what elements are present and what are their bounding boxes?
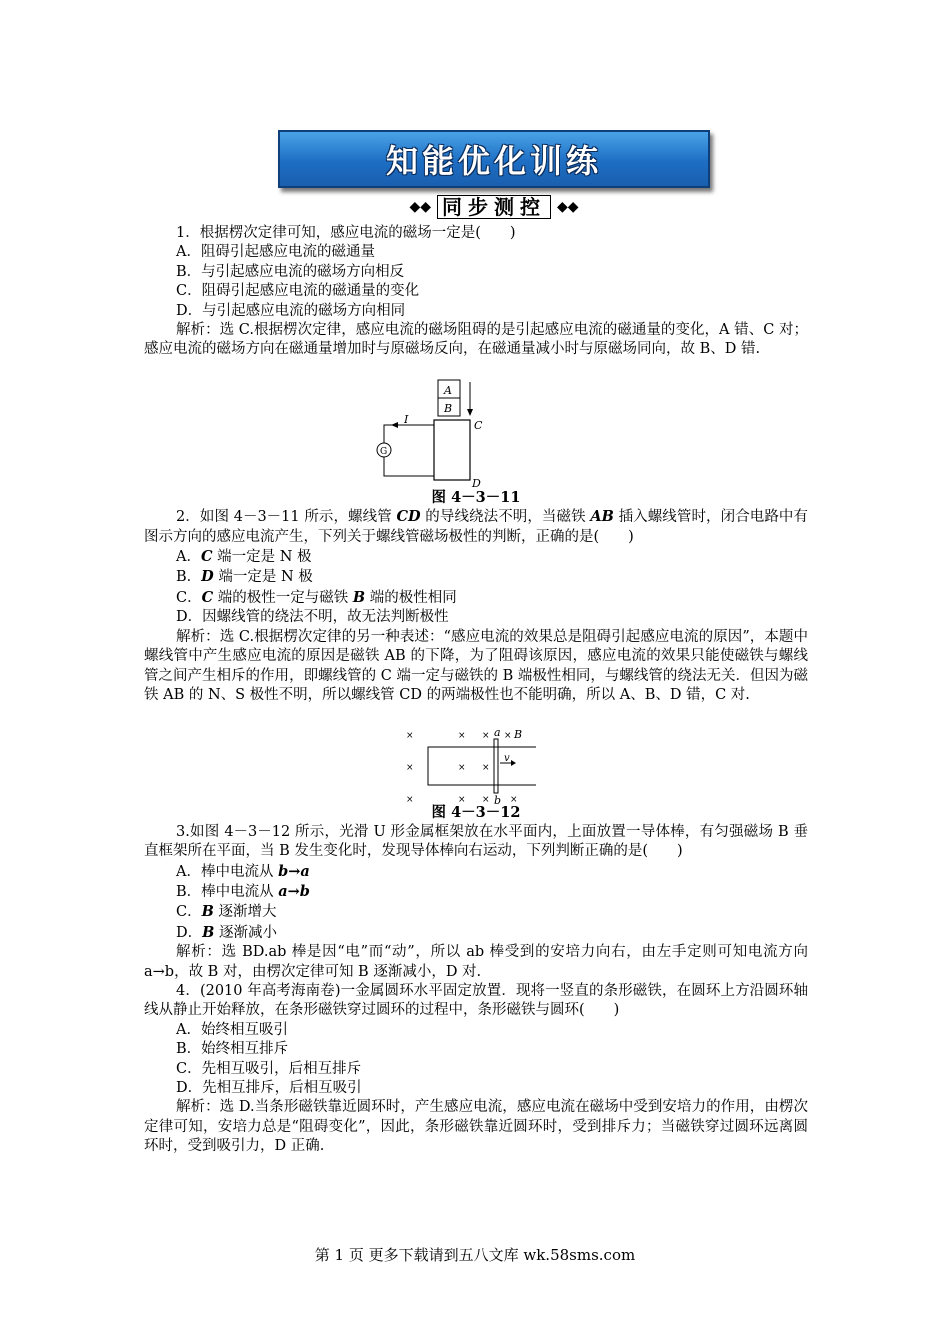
q4-stem: 4．(2010 年高考海南卷)一金属圆环水平固定放置．现将一竖直的条形磁铁，在圆环上方沿圆环轴线从静止开始释放，在条形磁铁穿过圆环的过程中，条形磁铁与圆环( ) <box>144 982 808 1019</box>
label-a: A <box>444 383 452 397</box>
q3-option-b <box>144 882 808 902</box>
opt-var: B <box>202 923 215 941</box>
q4-option-c: C．先相互吸引，后相互排斥 <box>176 1060 362 1077</box>
cross-mark: × <box>406 795 414 806</box>
q1-option-b: B．与引起感应电流的磁场方向相反 <box>176 263 405 280</box>
fig1-caption: 图 4－3－11 <box>431 488 521 506</box>
opt-text: 端的极性一定与磁铁 <box>213 589 353 606</box>
question-list <box>144 224 808 1157</box>
title-banner <box>278 130 710 188</box>
diamond-right-icon: ◆◆ <box>557 199 579 215</box>
opt-var: B <box>352 588 366 606</box>
q2-var-ab: AB <box>590 508 614 526</box>
opt-var: C <box>201 588 214 606</box>
opt-prefix: C． <box>176 904 202 921</box>
label-c: C <box>474 418 483 432</box>
q2-option-c <box>144 588 808 608</box>
fig2-caption: 图 4－3－12 <box>431 804 521 822</box>
banner-title: 知能优化训练 <box>385 142 602 180</box>
opt-prefix: C． <box>176 589 202 606</box>
q1-stem: 1．根据楞次定律可知，感应电流的磁场一定是( ) <box>176 225 516 241</box>
label-b: b <box>494 794 502 808</box>
opt-prefix: B．棒中电流从 <box>176 883 279 900</box>
opt-prefix: D． <box>176 924 203 941</box>
q2-stem <box>144 507 808 547</box>
opt-prefix: A．棒中电流从 <box>176 863 279 880</box>
q4-analysis: 解析：选 D.当条形磁铁靠近圆环时，产生感应电流，感应电流在磁场中受到安培力的作用，由楞次定律可知，安培力总是“阻碍变化”，因此，条形磁铁靠近圆环时，受到排斥力；当磁铁穿过圆环远离圆环时，受到吸引力，D 正确. <box>144 1099 808 1155</box>
q2-option-b <box>144 567 808 587</box>
page-footer: 第 1 页 更多下载请到五八文库 wk.58sms.com <box>314 1246 636 1264</box>
q4-option-b: B．始终相互排斥 <box>176 1041 289 1058</box>
galvanometer-icon: G <box>380 446 388 457</box>
opt-var: a→b <box>278 882 310 900</box>
opt-var: D <box>201 568 214 586</box>
opt-var: B <box>201 903 214 921</box>
q1-option-a: A．阻碍引起感应电流的磁通量 <box>176 244 375 261</box>
q4-option-d: D．先相互排斥，后相互吸引 <box>176 1080 362 1096</box>
label-a: a <box>494 726 501 740</box>
cross-mark: × <box>458 763 466 774</box>
cross-mark: × <box>504 731 512 742</box>
opt-text: 逐渐增大 <box>213 904 277 921</box>
q2-var-cd: CD <box>396 508 421 526</box>
cross-mark: × <box>482 763 490 774</box>
opt-text: 端一定是 N 极 <box>212 549 312 566</box>
q3-stem: 3.如图 4－3－12 所示，光滑 U 形金属框架放在水平面内，上面放置一导体棒，有匀强磁场 B 垂直框架所在平面，当 B 发生变化时，发现导体棒向右运动，下列判断正确的是( ) <box>144 823 808 860</box>
section-heading <box>394 195 594 219</box>
cross-mark: × <box>406 731 414 742</box>
opt-text: 端的极性相同 <box>365 589 457 606</box>
q2-stem-part: 插入螺线管时，闭合电路中有图示方向的感应电流产生，下列关于螺线管磁场极性的判断，正确的是( ) <box>144 509 809 545</box>
q2-analysis: 解析：选 C.根据楞次定律的另一种表述：“感应电流的效果总是阻碍引起感应电流的原因”，本题中螺线管中产生感应电流的原因是磁铁 AB 的下降，为了阻碍该原因，感应电流的效果只能使磁铁与螺线管之间产生相斥的作用，即螺线管的 C 端一定与磁铁的 B 端极性相同，与螺线管的绕法无关．但因为磁铁 AB 的 N、S 极性不明，所以螺线管 CD 的两端极性也不能明确，所以 A、B、D 错，C 对. <box>144 628 808 703</box>
q3-option-a <box>144 862 808 882</box>
diamond-left-icon: ◆◆ <box>409 199 431 215</box>
opt-prefix: A． <box>176 549 201 566</box>
q3-option-d <box>144 923 808 943</box>
label-velocity: v <box>504 753 510 765</box>
label-field: B <box>514 728 523 742</box>
section-title: 同步测控 <box>437 195 551 219</box>
q2-option-d: D．因螺线管的绕法不明，故无法判断极性 <box>176 609 449 626</box>
q2-stem-part: 2．如图 4－3－11 所示，螺线管 <box>176 509 397 526</box>
q2-option-a <box>144 547 808 567</box>
opt-prefix: B． <box>176 569 202 586</box>
cross-mark: × <box>482 731 490 742</box>
q1-analysis: 解析：选 C.根据楞次定律，感应电流的磁场阻碍的是引起感应电流的磁通量的变化，A 错、C 对；感应电流的磁场方向在磁通量增加时与原磁场反向，在磁通量减小时与原磁场同向，故 B、D 错. <box>144 322 808 358</box>
cross-mark: × <box>458 795 466 806</box>
opt-text: 逐渐减小 <box>214 924 278 941</box>
cross-mark: × <box>482 795 490 806</box>
q3-analysis: 解析：选 BD.ab 棒是因“电”而“动”，所以 ab 棒受到的安培力向右，由左手定则可知电流方向 a→b，故 B 对，由楞次定律可知 B 逐渐减小，D 对. <box>144 944 808 980</box>
opt-var: b→a <box>278 862 310 880</box>
label-b: B <box>444 401 453 415</box>
figure-solenoid <box>376 378 576 488</box>
q2-stem-part: 的导线绕法不明，当磁铁 <box>420 509 591 526</box>
label-d: D <box>472 476 481 490</box>
q1-option-c: C．阻碍引起感应电流的磁通量的变化 <box>176 283 420 300</box>
q4-option-a: A．始终相互吸引 <box>176 1021 288 1038</box>
label-current: I <box>404 412 409 426</box>
opt-text: 端一定是 N 极 <box>213 569 313 586</box>
q1-option-d: D．与引起感应电流的磁场方向相同 <box>176 302 406 319</box>
q3-option-c <box>144 902 808 922</box>
cross-mark: × <box>458 731 466 742</box>
cross-mark: × <box>510 795 518 806</box>
opt-var: C <box>200 548 213 566</box>
figure-u-frame <box>406 726 536 808</box>
cross-mark: × <box>406 763 414 774</box>
